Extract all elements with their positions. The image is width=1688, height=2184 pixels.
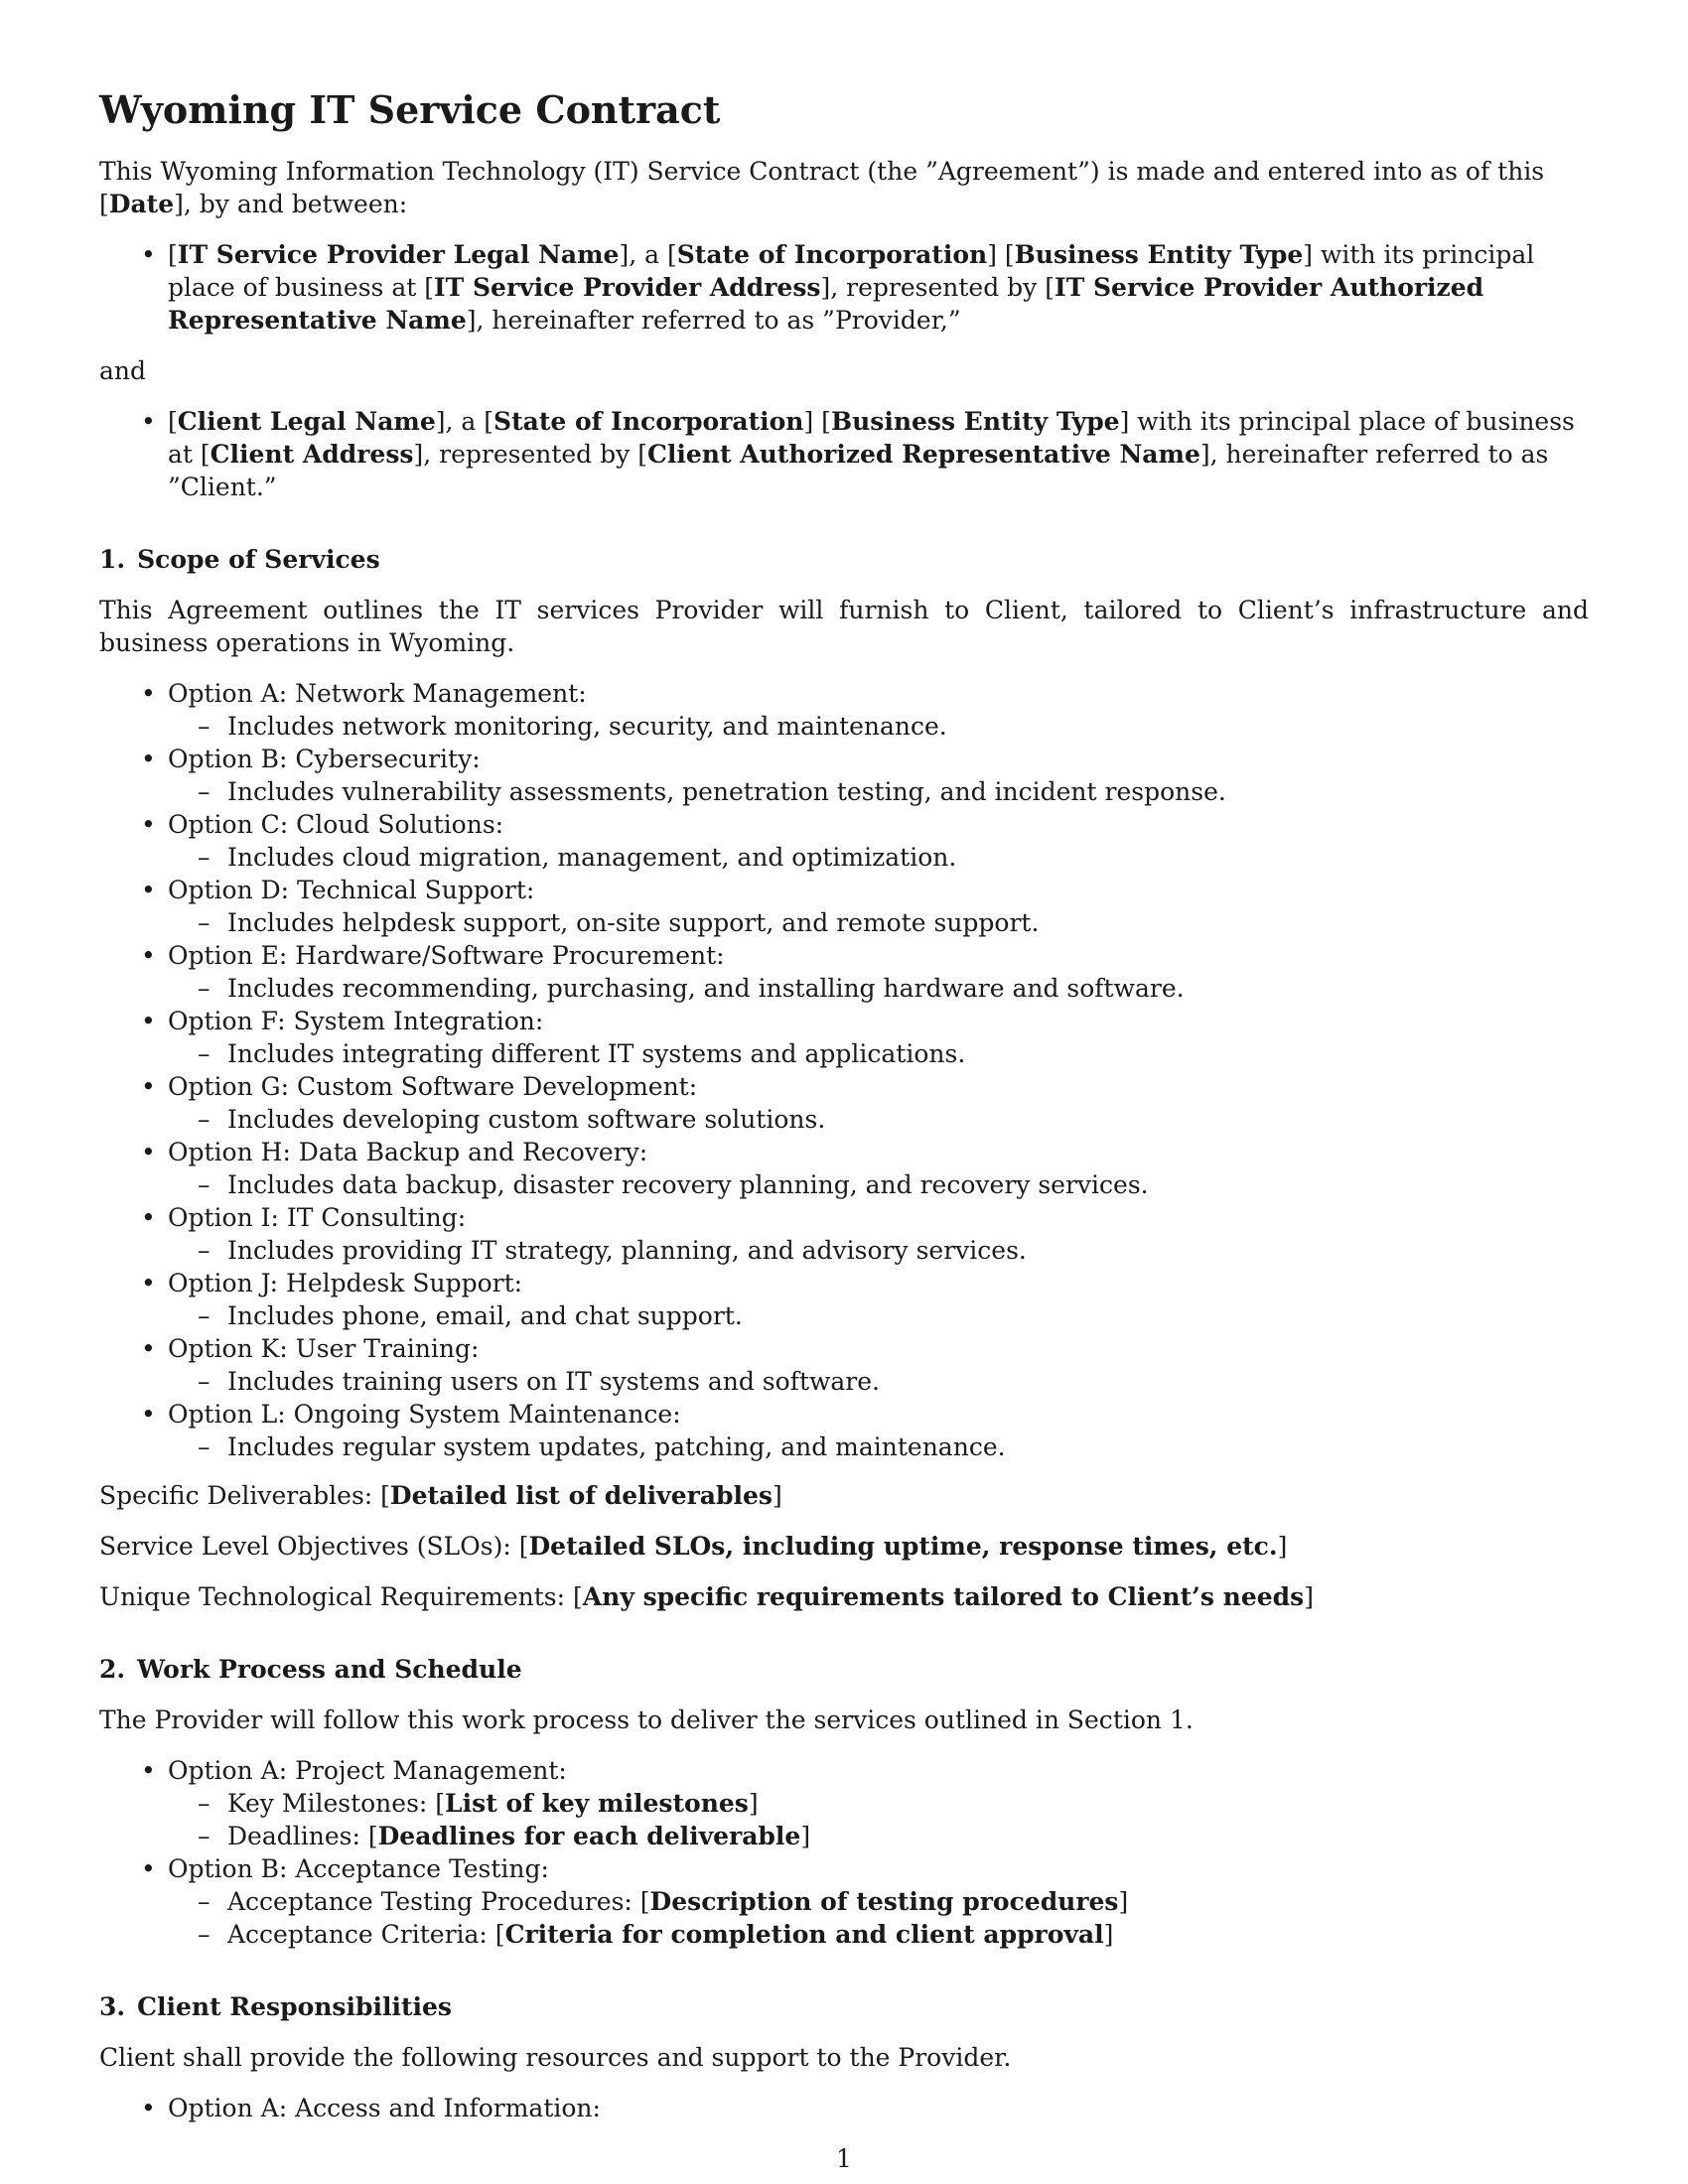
section-2-intro: The Provider will follow this work process to deliver the services outlined in Section 1.	[99, 1706, 1194, 1734]
intro-paragraph: This Wyoming Information Technology (IT) Service Contract (the ”Agreement”) is made and entered into as of this [Date], by and between:	[99, 157, 1545, 218]
option-label: Option L: Ongoing System Maintenance:	[168, 1400, 681, 1429]
option-detail-list	[168, 1431, 1589, 1463]
section-1-option	[99, 1267, 1589, 1332]
section-3-option-a: • Option A: Access and Information:	[99, 2092, 1589, 2124]
page-number: 1	[836, 2144, 852, 2173]
client-state: State of Incorporation	[493, 407, 804, 436]
provider-state: State of Incorporation	[676, 240, 988, 269]
client-address: Client Address	[210, 440, 414, 469]
list-item: – Acceptance Testing Procedures: [Description of testing procedures]	[168, 1885, 1589, 1918]
option-detail: – Includes regular system updates, patching, and maintenance.	[168, 1431, 1589, 1463]
option-detail-list	[168, 710, 1589, 743]
section-1-options-list	[99, 677, 1589, 1463]
section-2-option-b-sublist	[168, 1885, 1589, 1951]
option-label: Option K: User Training:	[168, 1334, 480, 1363]
client-representative: Client Authorized Representative Name	[646, 440, 1200, 469]
option-detail: – Includes integrating different IT systems and applications.	[168, 1037, 1589, 1070]
provider-legal-name: IT Service Provider Legal Name	[177, 240, 620, 269]
option-detail: – Includes helpdesk support, on-site support, and remote support.	[168, 906, 1589, 939]
option-detail-list	[168, 1037, 1589, 1070]
option-label: Option I: IT Consulting:	[168, 1203, 467, 1232]
section-1-option	[99, 1398, 1589, 1463]
slos-line: Service Level Objectives (SLOs): [Detailed SLOs, including uptime, response times, etc.]	[99, 1532, 1288, 1561]
section-3-intro: Client shall provide the following resources and support to the Provider.	[99, 2043, 1012, 2072]
slos-placeholder: Detailed SLOs, including uptime, response times, etc.	[528, 1532, 1278, 1561]
deliverables-placeholder: Detailed list of deliverables	[389, 1481, 773, 1510]
option-label: Option C: Cloud Solutions:	[168, 810, 504, 839]
option-label: Option A: Network Management:	[168, 679, 587, 708]
section-1-option	[99, 939, 1589, 1005]
section-2-option-b: • Option B: Acceptance Testing: – Acceptance Testing Procedures: [Description of testing procedures] – Acceptance Criteria: [Criteria for completion and client approval]	[99, 1852, 1589, 1951]
section-2-option-a: • Option A: Project Management: – Key Milestones: [List of key milestones] – Deadlines: [Deadlines for each deliverable]	[99, 1754, 1589, 1852]
option-detail: – Includes cloud migration, management, and optimization.	[168, 841, 1589, 874]
option-detail: – Includes network monitoring, security, and maintenance.	[168, 710, 1589, 743]
provider-party: • [IT Service Provider Legal Name], a [State of Incorporation] [Business Entity Type] with its principal place of business at [IT Service Provider Address], represented by [IT Service Provider Authorized Representative Name], hereinafter referred to as ”Provider,”	[99, 238, 1589, 337]
option-detail: – Includes vulnerability assessments, penetration testing, and incident response.	[168, 775, 1589, 808]
list-item: – Key Milestones: [List of key milestones]	[168, 1787, 1589, 1820]
option-detail: – Includes developing custom software solutions.	[168, 1103, 1589, 1136]
provider-party-list	[99, 238, 1589, 337]
section-1-option	[99, 1005, 1589, 1070]
option-label: Option E: Hardware/Software Procurement:	[168, 941, 725, 970]
option-label: Option G: Custom Software Development:	[168, 1072, 698, 1101]
section-1-option	[99, 874, 1589, 939]
option-detail-list	[168, 972, 1589, 1005]
section-2-heading: 2. Work Process and Schedule	[99, 1655, 522, 1684]
list-item: – Acceptance Criteria: [Criteria for completion and client approval]	[168, 1918, 1589, 1951]
section-3-heading: 3. Client Responsibilities	[99, 1992, 452, 2021]
document-title: Wyoming IT Service Contract	[99, 87, 721, 132]
deliverables-line: Specific Deliverables: [Detailed list of deliverables]	[99, 1481, 782, 1510]
client-party-list	[99, 405, 1589, 503]
option-detail-list	[168, 775, 1589, 808]
option-detail: – Includes data backup, disaster recovery planning, and recovery services.	[168, 1168, 1589, 1201]
option-detail-list	[168, 1103, 1589, 1136]
option-label: Option F: System Integration:	[168, 1007, 544, 1035]
option-detail-list	[168, 1299, 1589, 1332]
option-detail-list	[168, 1234, 1589, 1267]
option-label: Option H: Data Backup and Recovery:	[168, 1138, 648, 1166]
option-label: Option B: Cybersecurity:	[168, 745, 481, 773]
option-detail: – Includes providing IT strategy, planning, and advisory services.	[168, 1234, 1589, 1267]
provider-address: IT Service Provider Address	[433, 273, 821, 302]
section-3-options-list	[99, 2092, 1589, 2124]
option-detail: – Includes recommending, purchasing, and installing hardware and software.	[168, 972, 1589, 1005]
section-1-option	[99, 677, 1589, 743]
section-1-option	[99, 1136, 1589, 1201]
provider-entity-type: Business Entity Type	[1014, 240, 1304, 269]
section-2-options-list	[99, 1754, 1589, 1951]
option-detail-list	[168, 1168, 1589, 1201]
section-1-option	[99, 1332, 1589, 1398]
section-1-option	[99, 743, 1589, 808]
client-party: • [Client Legal Name], a [State of Incorporation] [Business Entity Type] with its principal place of business at [Client Address], represented by [Client Authorized Representative Name], hereinafter referred to as ”Client.”	[99, 405, 1589, 503]
date-placeholder: Date	[108, 190, 175, 218]
section-2-option-a-sublist	[168, 1787, 1589, 1852]
section-1-heading: 1. Scope of Services	[99, 545, 380, 574]
option-detail: – Includes training users on IT systems and software.	[168, 1365, 1589, 1398]
client-legal-name: Client Legal Name	[177, 407, 436, 436]
requirements-line: Unique Technological Requirements: [Any specific requirements tailored to Client’s needs]	[99, 1582, 1314, 1611]
option-detail-list	[168, 906, 1589, 939]
list-item: – Deadlines: [Deadlines for each deliverable]	[168, 1820, 1589, 1852]
section-1-intro: This Agreement outlines the IT services Provider will furnish to Client, tailored to Client’s infrastructure and business operations in Wyoming.	[99, 596, 1589, 657]
document-page	[99, 87, 1589, 2140]
section-1-option	[99, 1201, 1589, 1267]
section-1-option	[99, 808, 1589, 874]
and-text: and	[99, 356, 147, 385]
option-detail-list	[168, 1365, 1589, 1398]
client-entity-type: Business Entity Type	[830, 407, 1120, 436]
option-detail-list	[168, 841, 1589, 874]
requirements-placeholder: Any specific requirements tailored to Client’s needs	[582, 1582, 1305, 1611]
section-1-option	[99, 1070, 1589, 1136]
provider-representative: IT Service Provider Authorized Representative Name	[168, 273, 1484, 335]
option-detail: – Includes phone, email, and chat support.	[168, 1299, 1589, 1332]
option-label: Option J: Helpdesk Support:	[168, 1269, 523, 1297]
option-label: Option D: Technical Support:	[168, 876, 535, 904]
